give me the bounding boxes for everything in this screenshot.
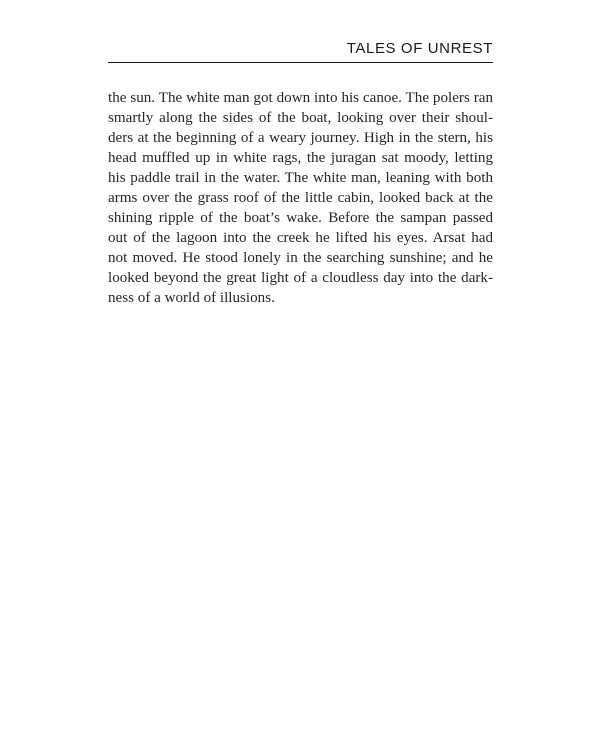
text-line: the sun. The white man got down into his canoe. The polers ran [108, 90, 493, 106]
text-line: looked beyond the great light of a cloudless day into the dark- [108, 270, 493, 286]
text-line: ders at the beginning of a weary journey. High in the stern, his [108, 130, 493, 146]
text-line: out of the lagoon into the creek he lifted his eyes. Arsat had [108, 230, 493, 246]
text-line: smartly along the sides of the boat, looking over their shoul- [108, 110, 493, 126]
running-header [108, 40, 493, 63]
body-paragraph [108, 88, 493, 308]
text-line: shining ripple of the boat’s wake. Before the sampan passed [108, 210, 493, 226]
text-line: ness of a world of illusions. [108, 290, 275, 306]
text-line: head muffled up in white rags, the juragan sat moody, letting [108, 150, 493, 166]
running-head-title: TALES OF UNREST [346, 40, 493, 57]
text-line: arms over the grass roof of the little cabin, looked back at the [108, 190, 493, 206]
text-line: his paddle trail in the water. The white man, leaning with both [108, 170, 493, 186]
text-line: not moved. He stood lonely in the searching sunshine; and he [108, 250, 493, 266]
